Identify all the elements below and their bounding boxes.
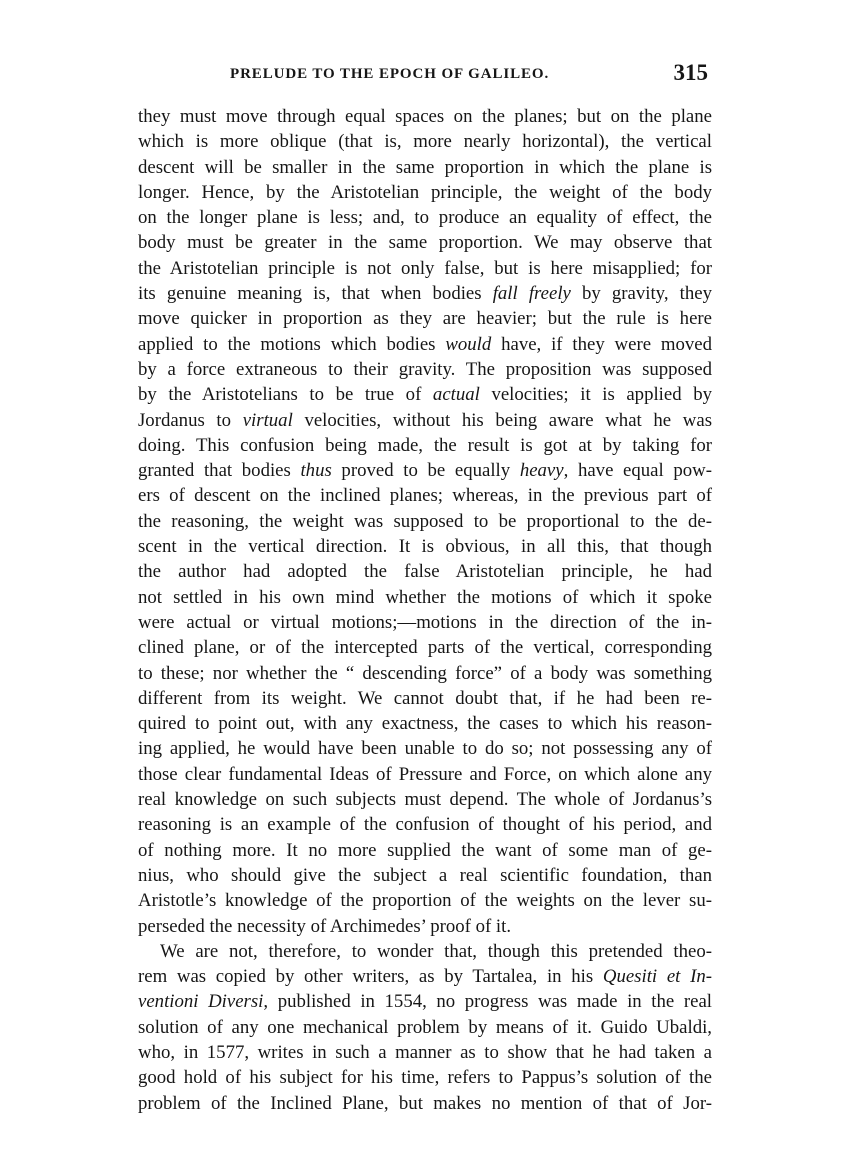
text-line: rem was copied by other writers, as by Tartalea, in his Quesiti et In- <box>138 966 712 988</box>
text-line: real knowledge on such subjects must depend. The whole of Jordanus’s <box>138 789 712 811</box>
italic-text: heavy <box>519 460 564 482</box>
text-line: by the Aristotelians to be true of actual velocities; it is applied by <box>138 384 712 406</box>
text-line: were actual or virtual motions;—motions in the direction of the in- <box>138 611 712 633</box>
text-line: to these; nor whether the “ descending force” of a body was something <box>138 662 712 684</box>
text-line: on the longer plane is less; and, to produce an equality of effect, the <box>138 207 712 229</box>
text-line: the Aristotelian principle is not only false, but is here misapplied; for <box>138 257 712 279</box>
page-header <box>138 60 712 94</box>
text-line: reasoning is an example of the confusion of thought of his period, and <box>138 814 712 836</box>
page-number: 315 <box>673 60 708 85</box>
text-line: move quicker in proportion as they are heavier; but the rule is here <box>138 308 712 330</box>
text-line: We are not, therefore, to wonder that, though this pretended theo- <box>160 940 712 962</box>
text-line: longer. Hence, by the Aristotelian principle, the weight of the body <box>138 181 712 203</box>
paragraph <box>138 104 712 939</box>
paragraph <box>138 939 712 1116</box>
text-line: they must move through equal spaces on the planes; but on the plane <box>138 106 712 127</box>
text-line: applied to the motions which bodies would have, if they were moved <box>138 333 712 355</box>
italic-text: Quesiti et In- <box>602 966 712 988</box>
text-line: the author had adopted the false Aristotelian principle, he had <box>138 561 712 583</box>
text-line: Aristotle’s knowledge of the proportion of the weights on the lever su- <box>138 890 712 912</box>
italic-text: thus <box>300 460 332 482</box>
text-line: scent in the vertical direction. It is obvious, in all this, that though <box>138 536 712 558</box>
text-line: problem of the Inclined Plane, but makes no mention of that of Jor- <box>138 1092 712 1114</box>
text-line: its genuine meaning is, that when bodies fall freely by gravity, they <box>138 283 712 305</box>
text-line: granted that bodies thus proved to be equally heavy, have equal pow- <box>138 460 712 482</box>
italic-text: fall freely <box>492 283 571 305</box>
text-line: good hold of his subject for his time, refers to Pappus’s solution of the <box>138 1067 712 1089</box>
text-line: different from its weight. We cannot doubt that, if he had been re- <box>138 687 712 709</box>
text-line: of nothing more. It no more supplied the want of some man of ge- <box>138 839 712 861</box>
text-line: not settled in his own mind whether the motions of which it spoke <box>138 586 712 608</box>
text-line: body must be greater in the same proportion. We may observe that <box>138 232 712 254</box>
running-title: PRELUDE TO THE EPOCH OF GALILEO. <box>230 66 550 82</box>
italic-text: ventioni Diversi <box>138 991 264 1013</box>
text-line: ventioni Diversi, published in 1554, no progress was made in the real <box>138 991 712 1013</box>
italic-text: would <box>445 333 492 355</box>
text-line: ing applied, he would have been unable to do so; not possessing any of <box>138 738 712 760</box>
text-line: descent will be smaller in the same proportion in which the plane is <box>138 156 712 178</box>
text-line: the reasoning, the weight was supposed to be proportional to the de- <box>138 510 712 532</box>
text-line: those clear fundamental Ideas of Pressure and Force, on which alone any <box>138 763 712 785</box>
text-line: Jordanus to virtual velocities, without his being aware what he was <box>138 409 713 431</box>
text-line: who, in 1577, writes in such a manner as to show that he had taken a <box>138 1041 712 1063</box>
body-text <box>138 104 712 1116</box>
text-line: nius, who should give the subject a real scientific foundation, than <box>138 864 712 886</box>
italic-text: virtual <box>242 409 293 431</box>
text-line: which is more oblique (that is, more nearly horizontal), the vertical <box>138 131 712 153</box>
italic-text: actual <box>432 384 480 406</box>
text-line: quired to point out, with any exactness, the cases to which his reason- <box>138 713 712 735</box>
text-line: by a force extraneous to their gravity. The proposition was supposed <box>138 358 712 380</box>
text-line: perseded the necessity of Archimedes’ proof of it. <box>138 915 512 937</box>
text-line: clined plane, or of the intercepted parts of the vertical, corresponding <box>138 637 712 659</box>
text-line: solution of any one mechanical problem by means of it. Guido Ubaldi, <box>138 1016 712 1038</box>
text-line: doing. This confusion being made, the result is got at by taking for <box>138 434 712 456</box>
text-line: ers of descent on the inclined planes; whereas, in the previous part of <box>138 485 712 507</box>
